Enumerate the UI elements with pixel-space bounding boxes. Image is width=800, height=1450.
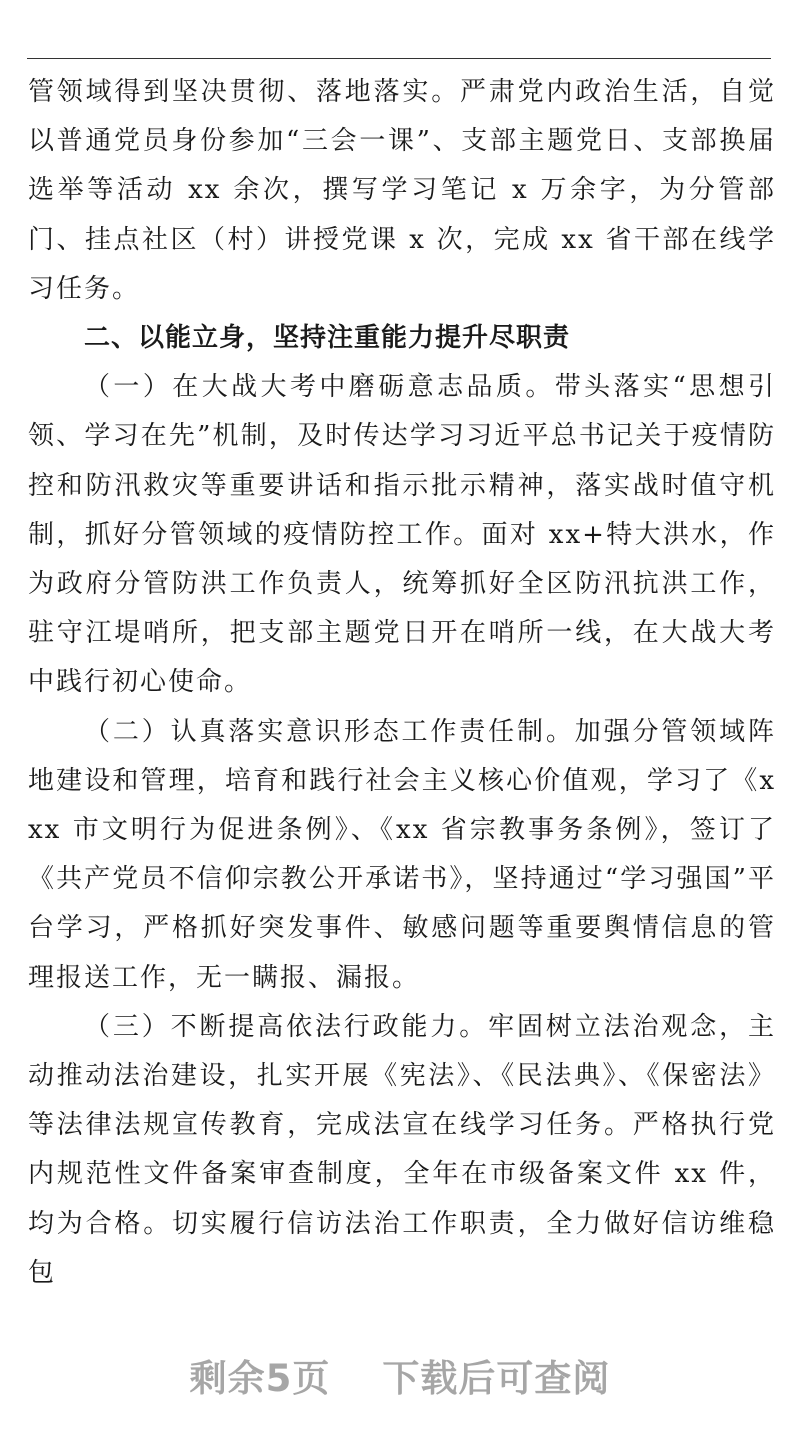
- paragraph-item-1: （一）在大战大考中磨砺意志品质。带头落实“思想引领、学习在先”机制，及时传达学习习近平总书记关于疫情防控和防汛救灾等重要讲话和指示批示精神，落实战时值守机制，抓好分管领域的疫情防控工作。面对 xx+特大洪水，作为政府分管防洪工作负责人，统筹抓好全区防汛抗洪工作，驻守江堤哨所，把支部主题党日开在哨所一线，在大战大考中践行初心使命。: [28, 372, 776, 698]
- remaining-pages-label[interactable]: 剩余5页: [189, 1357, 331, 1400]
- paragraph-item-2: （二）认真落实意识形态工作责任制。加强分管领域阵地建设和管理，培育和践行社会主义核心价值观，学习了《xxx 市文明行为促进条例》、《xx 省宗教事务条例》，签订了《共产党员不信仰宗教公开承诺书》，坚持通过“学习强国”平台学习，严格抓好突发事件、敏感问题等重要舆情信息的管理报送工作，无一瞒报、漏报。: [28, 716, 776, 993]
- download-hint-label[interactable]: 下载后可查阅: [382, 1357, 611, 1400]
- paragraph-item-3: （三）不断提高依法行政能力。牢固树立法治观念，主动推动法治建设，扎实开展《宪法》、《民法典》、《保密法》等法律法规宣传教育，完成法宣在线学习任务。严格执行党内规范性文件备案审查制度，全年在市级备案文件 xx 件，均为合格。切实履行信访法治工作职责，全力做好信访维稳包: [28, 1011, 776, 1288]
- paragraph-continuation: 管领域得到坚决贯彻、落地落实。严肃党内政治生活，自觉以普通党员身份参加“三会一课”、支部主题党日、支部换届选举等活动 xx 余次，撰写学习笔记 x 万余字，为分管部门、挂点社区（村）讲授党课 x 次，完成 xx 省干部在线学习任务。: [28, 77, 776, 304]
- top-divider: [27, 58, 771, 59]
- download-prompt[interactable]: [0, 1348, 800, 1402]
- section-heading: 二、以能立身，坚持注重能力提升尽职责: [84, 323, 571, 354]
- document-body: [28, 68, 776, 1298]
